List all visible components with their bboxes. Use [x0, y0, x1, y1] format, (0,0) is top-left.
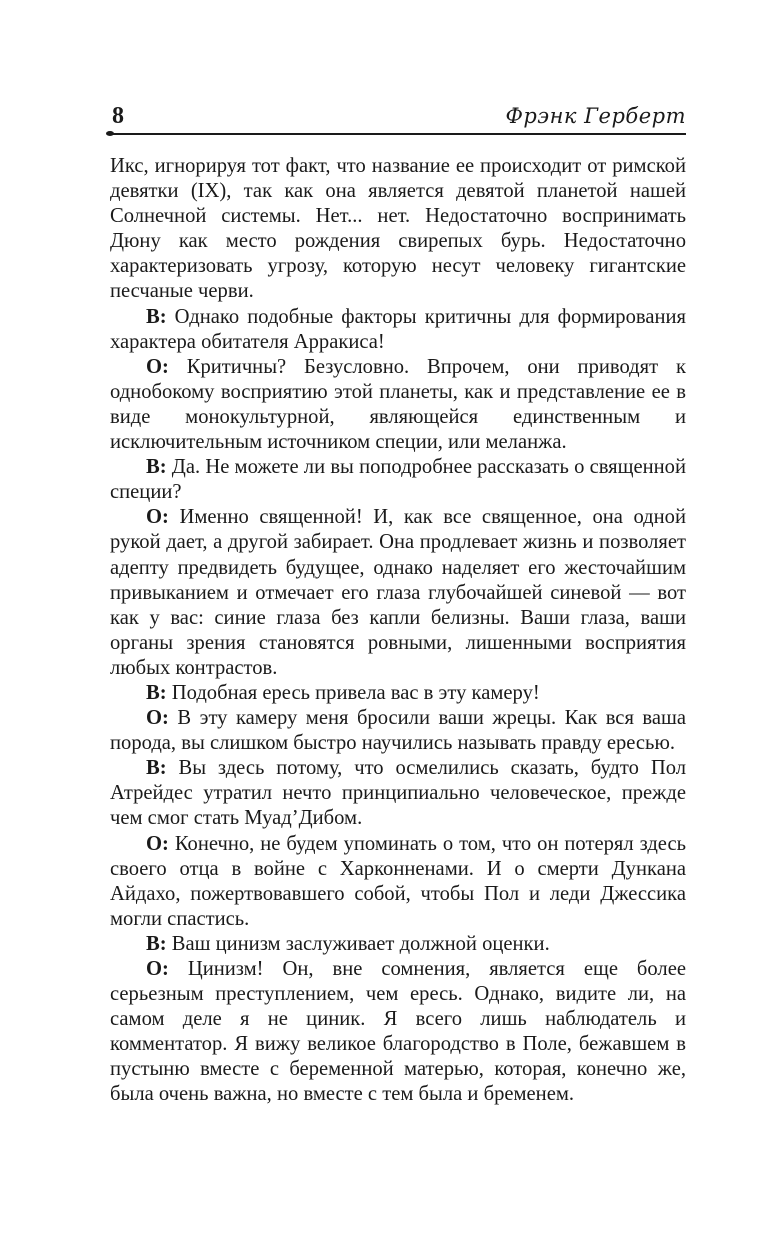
book-page	[110, 100, 686, 1108]
paragraph-question	[110, 681, 686, 706]
paragraph-text: Ваш цинизм заслуживает должной оценки.	[166, 932, 550, 955]
speaker-label: О:	[146, 832, 169, 855]
paragraph-text: Да. Не можете ли вы поподробнее рассказать о священной специи?	[110, 456, 686, 504]
speaker-label: О:	[146, 355, 169, 378]
speaker-label: О:	[146, 506, 169, 529]
speaker-label: В:	[146, 757, 167, 780]
header-rule	[110, 133, 686, 135]
paragraph-text: Однако подобные факторы критичны для формирования характера обитателя Арракиса!	[110, 305, 686, 353]
paragraph-answer	[110, 957, 686, 1108]
paragraph	[110, 154, 686, 305]
paragraph-question	[110, 932, 686, 957]
speaker-label: О:	[146, 707, 169, 730]
speaker-label: В:	[146, 932, 167, 955]
page-number: 8	[112, 103, 124, 129]
paragraph-text: Именно священной! И, как все священное, она одной рукой дает, а другой забирает. Она продлевает жизнь и позволяет адепту предвидеть будущее, однако наделяет его жесточайшим привыканием и отмечает его глаза глубочайшей синевой — вот как у вас: синие глаза без капли белизны. Ваши глаза, ваши органы зрения становятся ровными, лишенными восприятия любых контрастов.	[110, 506, 686, 679]
body-text	[110, 154, 686, 1108]
paragraph-answer	[110, 355, 686, 455]
paragraph-question	[110, 305, 686, 355]
speaker-label: В:	[146, 681, 167, 704]
running-head-author: Фрэнк Герберт	[505, 104, 686, 128]
page-header	[110, 100, 686, 134]
paragraph-question	[110, 455, 686, 505]
paragraph-text: Конечно, не будем упоминать о том, что он потерял здесь своего отца в войне с Харконненами. И о смерти Дункана Айдахо, пожертвовавшего собой, чтобы Пол и леди Джессика могли спастись.	[110, 832, 686, 930]
speaker-label: В:	[146, 305, 167, 328]
speaker-label: О:	[146, 958, 169, 980]
paragraph-text: Подобная ересь привела вас в эту камеру!	[166, 681, 540, 704]
paragraph-text: В эту камеру меня бросили ваши жрецы. Как вся ваша порода, вы слишком быстро научились называть правду ересью.	[110, 707, 686, 755]
paragraph-answer	[110, 706, 686, 756]
paragraph-text: Критичны? Безусловно. Впрочем, они приводят к однобокому восприятию этой планеты, как и представление ее в виде монокультурной, являющейся единственным и исключительным источником специи, или меланжа.	[110, 355, 686, 454]
header-rule-ornament	[106, 131, 114, 136]
paragraph-text: Икс, игнорируя тот факт, что название ее происходит от римской девятки (IX), так как она является девятой планетой нашей Солнечной системы. Нет... нет. Недостаточно воспринимать Дюну как место рождения свирепых бурь. Недостаточно характеризовать угрозу, которую несут человеку гигантские песчаные черви.	[110, 155, 686, 303]
paragraph-question	[110, 756, 686, 831]
paragraph-answer	[110, 505, 686, 681]
paragraph-text: Цинизм! Он, вне сомнения, является еще более серьезным преступлением, чем ересь. Однако, видите ли, на самом деле я не циник. Я всего лишь наблюдатель и комментатор. Я вижу великое благородство в Поле, бежавшем в пустыню вместе с беременной матерью, которая, конечно же, была очень важна, но вместе с тем была и бременем.	[110, 958, 686, 1106]
paragraph-answer	[110, 832, 686, 932]
paragraph-text: Вы здесь потому, что осмелились сказать, будто Пол Атрейдес утратил нечто принципиально человеческое, прежде чем смог стать Муад’Дибом.	[110, 757, 686, 830]
speaker-label: В:	[146, 456, 167, 479]
